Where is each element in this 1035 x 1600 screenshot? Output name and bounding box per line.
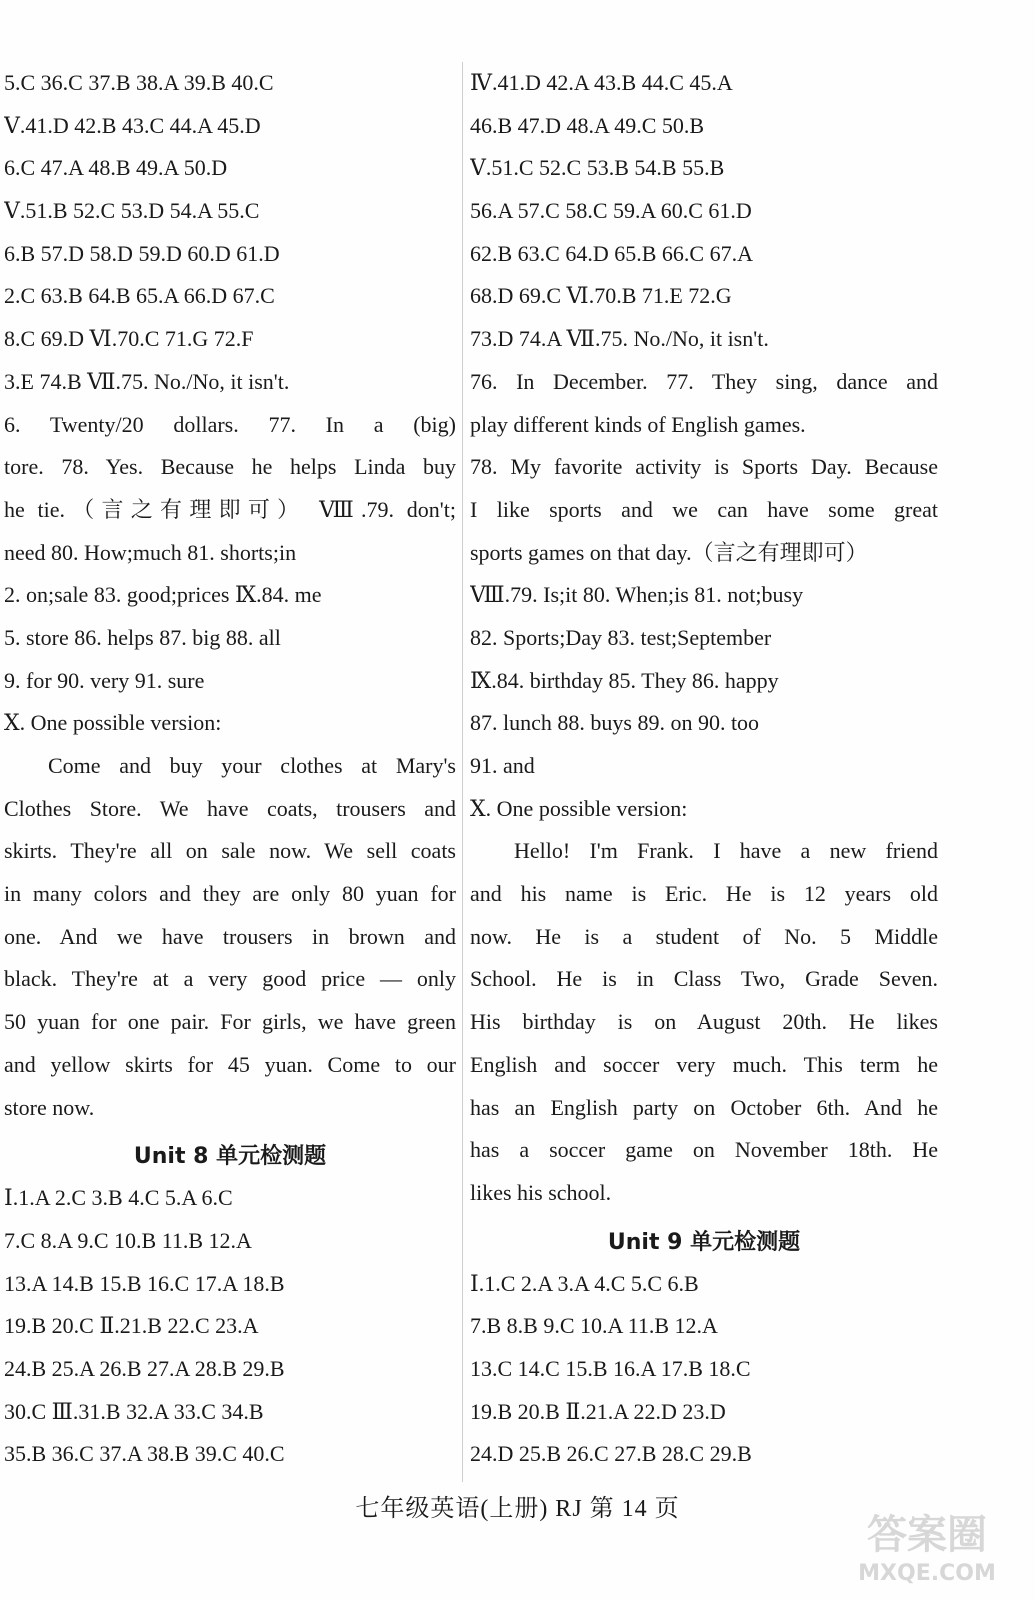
right-column [470,62,938,1476]
unit8-answer-line: 7.C 8.A 9.C 10.B 11.B 12.A [4,1227,252,1253]
right-answer-line: 68.D 69.C Ⅵ.70.B 71.E 72.G [470,283,732,309]
watermark-top-text: 答案圈 [867,1512,987,1558]
right-answer-line: Ⅴ.51.C 52.C 53.B 54.B 55.B [470,155,725,181]
right-answer-line: sports games on that day.（言之有理即可） [470,539,868,565]
left-column [4,62,456,1476]
unit9-heading: Unit 9 单元检测题 [607,1229,801,1255]
left-answer-line: 6.B 57.D 58.D 59.D 60.D 61.D [4,240,280,266]
left-answer-line: Ⅹ. One possible version: [4,710,222,736]
left-answer-line: black. They're at a very good price — only [4,966,456,992]
unit9-answer-line: Ⅰ.1.C 2.A 3.A 4.C 5.C 6.B [470,1270,699,1296]
right-answer-line: has an English party on October 6th. And he [470,1094,938,1120]
left-answer-line: he tie.（言之有理即可） Ⅷ.79. don't; [4,496,456,522]
right-answer-line: Ⅷ.79. Is;it 80. When;is 81. not;busy [470,582,804,608]
left-answer-lines [4,62,456,1129]
left-answer-line: and yellow skirts for 45 yuan. Come to our [4,1051,456,1077]
right-answer-line: English and soccer very much. This term he [470,1051,938,1077]
left-answer-line: 8.C 69.D Ⅵ.70.C 71.G 72.F [4,326,254,352]
right-answer-line: His birthday is on August 20th. He likes [470,1009,938,1035]
left-answer-line: need 80. How;much 81. shorts;in [4,539,297,565]
unit8-answer-line: 24.B 25.A 26.B 27.A 28.B 29.B [4,1355,285,1381]
right-answer-line: 78. My favorite activity is Sports Day. Because [470,454,938,480]
unit9-answer-line: 7.B 8.B 9.C 10.A 11.B 12.A [470,1313,718,1339]
left-answer-line: Come and buy your clothes at Mary's [48,753,456,778]
unit8-answer-line: 30.C Ⅲ.31.B 32.A 33.C 34.B [4,1398,264,1424]
right-answer-line: likes his school. [470,1179,612,1205]
unit9-answer-lines [470,1263,938,1476]
watermark-logo [827,1498,1027,1588]
left-answer-line: 3.E 74.B Ⅶ.75. No./No, it isn't. [4,368,290,394]
unit8-answer-line: 13.A 14.B 15.B 16.C 17.A 18.B [4,1270,285,1296]
left-answer-line: skirts. They're all on sale now. We sell coats [4,838,456,864]
left-answer-line: 6.C 47.A 48.B 49.A 50.D [4,155,228,181]
right-answer-line: has a soccer game on November 18th. He [470,1137,938,1163]
left-answer-line: 9. for 90. very 91. sure [4,667,205,693]
left-answer-line: store now. [4,1094,95,1120]
unit8-answer-line: Ⅰ.1.A 2.C 3.B 4.C 5.A 6.C [4,1185,233,1211]
right-answer-line: School. He is in Class Two, Grade Seven. [470,966,938,992]
left-answer-line: 6. Twenty/20 dollars. 77. In a (big) [4,411,456,437]
right-answer-line: Ⅸ.84. birthday 85. They 86. happy [470,667,779,693]
right-answer-line: 73.D 74.A Ⅶ.75. No./No, it isn't. [470,326,769,352]
left-answer-line: one. And we have trousers in brown and [4,923,456,949]
right-answer-line: Ⅳ.41.D 42.A 43.B 44.C 45.A [470,70,733,95]
right-answer-line: Ⅹ. One possible version: [470,795,688,821]
left-answer-line: Ⅴ.41.D 42.B 43.C 44.A 45.D [4,112,261,138]
left-answer-line: 2.C 63.B 64.B 65.A 66.D 67.C [4,283,275,309]
watermark-bottom-text: MXQE.COM [858,1561,996,1586]
right-answer-lines [470,62,938,1215]
right-answer-line: play different kinds of English games. [470,411,806,437]
unit9-answer-line: 24.D 25.B 26.C 27.B 28.C 29.B [470,1441,752,1467]
left-answer-line: 5. store 86. helps 87. big 88. all [4,624,281,650]
left-answer-line: Ⅴ.51.B 52.C 53.D 54.A 55.C [4,198,260,224]
left-answer-line: 50 yuan for one pair. For girls, we have green [4,1009,456,1035]
page-footer: 七年级英语(上册) RJ 第 14 页 [355,1496,680,1522]
right-answer-line: 76. In December. 77. They sing, dance and [470,368,938,394]
right-answer-line: Hello! I'm Frank. I have a new friend [514,838,938,864]
right-answer-line: 62.B 63.C 64.D 65.B 66.C 67.A [470,240,753,266]
left-answer-line: in many colors and they are only 80 yuan for [4,881,456,907]
left-answer-line: 5.C 36.C 37.B 38.A 39.B 40.C [4,70,274,95]
column-divider [462,62,463,1482]
unit8-answer-lines [4,1177,456,1476]
right-answer-line: 46.B 47.D 48.A 49.C 50.B [470,112,705,138]
left-answer-line: Clothes Store. We have coats, trousers and [4,795,456,821]
unit8-answer-line: 19.B 20.C Ⅱ.21.B 22.C 23.A [4,1313,259,1339]
right-answer-line: and his name is Eric. He is 12 years old [470,881,938,907]
right-answer-line: 56.A 57.C 58.C 59.A 60.C 61.D [470,198,752,224]
left-answer-line: 2. on;sale 83. good;prices Ⅸ.84. me [4,582,322,608]
unit8-answer-line: 35.B 36.C 37.A 38.B 39.C 40.C [4,1441,285,1467]
right-answer-line: 87. lunch 88. buys 89. on 90. too [470,710,760,736]
left-answer-line: tore. 78. Yes. Because he helps Linda buy [4,454,456,480]
right-answer-line: 82. Sports;Day 83. test;September [470,624,772,650]
right-answer-line: 91. and [470,753,535,778]
unit9-answer-line: 13.C 14.C 15.B 16.A 17.B 18.C [470,1355,751,1381]
unit9-answer-line: 19.B 20.B Ⅱ.21.A 22.D 23.D [470,1398,726,1424]
right-answer-line: now. He is a student of No. 5 Middle [470,923,938,949]
unit8-heading: Unit 8 单元检测题 [133,1144,327,1170]
right-answer-line: I like sports and we can have some great [470,496,938,522]
